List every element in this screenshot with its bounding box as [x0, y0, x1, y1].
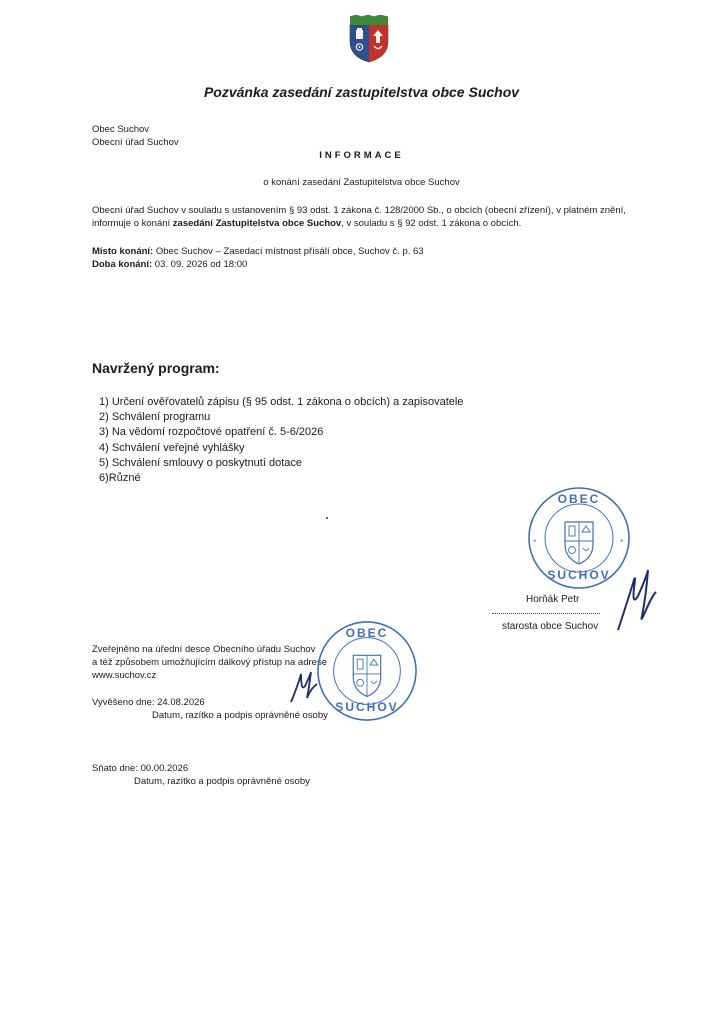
agenda-item: 2) Schválení programu: [99, 411, 211, 424]
meeting-place: [92, 245, 424, 258]
publication-url: www.suchov.cz: [92, 670, 157, 681]
agenda-item: 4) Schválení veřejné vyhlášky: [99, 441, 245, 454]
agenda-item: 1) Určení ověřovatelů zápisu (§ 95 odst. 1 zákona o obcích) a zapisovatele: [99, 396, 464, 408]
signatory-name: Horňák Petr: [526, 594, 580, 605]
notice-heading: INFORMACE: [319, 150, 404, 161]
agenda-item: 3) Na vědomí rozpočtové opatření č. 5-6/2026: [99, 426, 324, 439]
svg-text:*: *: [533, 538, 537, 546]
meeting-details: [92, 245, 424, 271]
removed-caption: Datum, razítko a podpis oprávněné osoby: [134, 776, 310, 787]
stamp-text: [316, 620, 418, 722]
municipal-crest-icon: [348, 15, 390, 63]
sender-office: Obecní úřad Suchov: [92, 137, 179, 148]
stamp-top-text: OBEC: [345, 626, 389, 640]
document-title: Pozvánka zasedání zastupitelstva obce Suchov: [203, 84, 520, 100]
svg-text:*: *: [620, 538, 624, 546]
signatory-role: starosta obce Suchov: [502, 621, 599, 632]
meeting-time-value: 03. 09. 2026 od 18:00: [152, 259, 248, 270]
notice-body-bold: zasedání Zastupitelstva obce Suchov: [172, 218, 342, 229]
signature-line: [492, 613, 600, 614]
posted-block: [92, 696, 328, 722]
publication-line: Zveřejněno na úřední desce Obecního úřadu Suchov: [92, 644, 316, 655]
signatory-block: [492, 593, 600, 633]
sender-municipality: Obec Suchov: [92, 124, 150, 135]
notice-body-text: Obecní úřad Suchov v souladu s ustanovením § 93 odst. 1 zákona č. 128/2000 Sb., o obcích (obecní zřízení), v platném znění, informuje o konání: [92, 205, 626, 229]
posted-caption: Datum, razítko a podpis oprávněné osoby: [152, 710, 328, 721]
handwritten-signature-icon: [612, 566, 660, 636]
notice-body-tail: , v souladu s § 92 odst. 1 zákona o obcích.: [341, 218, 522, 229]
program-heading: Navržený program:: [92, 360, 220, 376]
removed-date: Sňato dne: 00.00.2026: [92, 763, 189, 774]
meeting-time-label: Doba konání:: [92, 259, 153, 270]
removed-block: [92, 762, 310, 788]
publication-line: a též způsobem umožňujícím dálkový přístup na adrese: [92, 657, 327, 668]
meeting-time: [92, 258, 424, 271]
sender-address: [92, 123, 179, 149]
stamp-bottom-text: SUCHOV: [547, 568, 611, 582]
posted-date: Vyvěšeno dne: 24.08.2026: [92, 697, 205, 708]
notice-subheading: o konání zasedání Zastupitelstva obce Suchov: [263, 177, 460, 188]
meeting-place-value: Obec Suchov – Zasedací místnost přísálí obce, Suchov č. p. 63: [153, 246, 424, 257]
stamp-bottom-text: SUCHOV: [335, 700, 399, 714]
agenda-list: [99, 395, 463, 486]
stamp-top-text: OBEC: [557, 492, 601, 506]
agenda-item: 6)Různé: [99, 472, 141, 485]
notice-body: [92, 204, 652, 230]
agenda-item: 5) Schválení smlouvy o poskytnutí dotace: [99, 456, 302, 469]
stray-dot: [326, 517, 328, 519]
meeting-place-label: Místo konání:: [92, 246, 154, 257]
